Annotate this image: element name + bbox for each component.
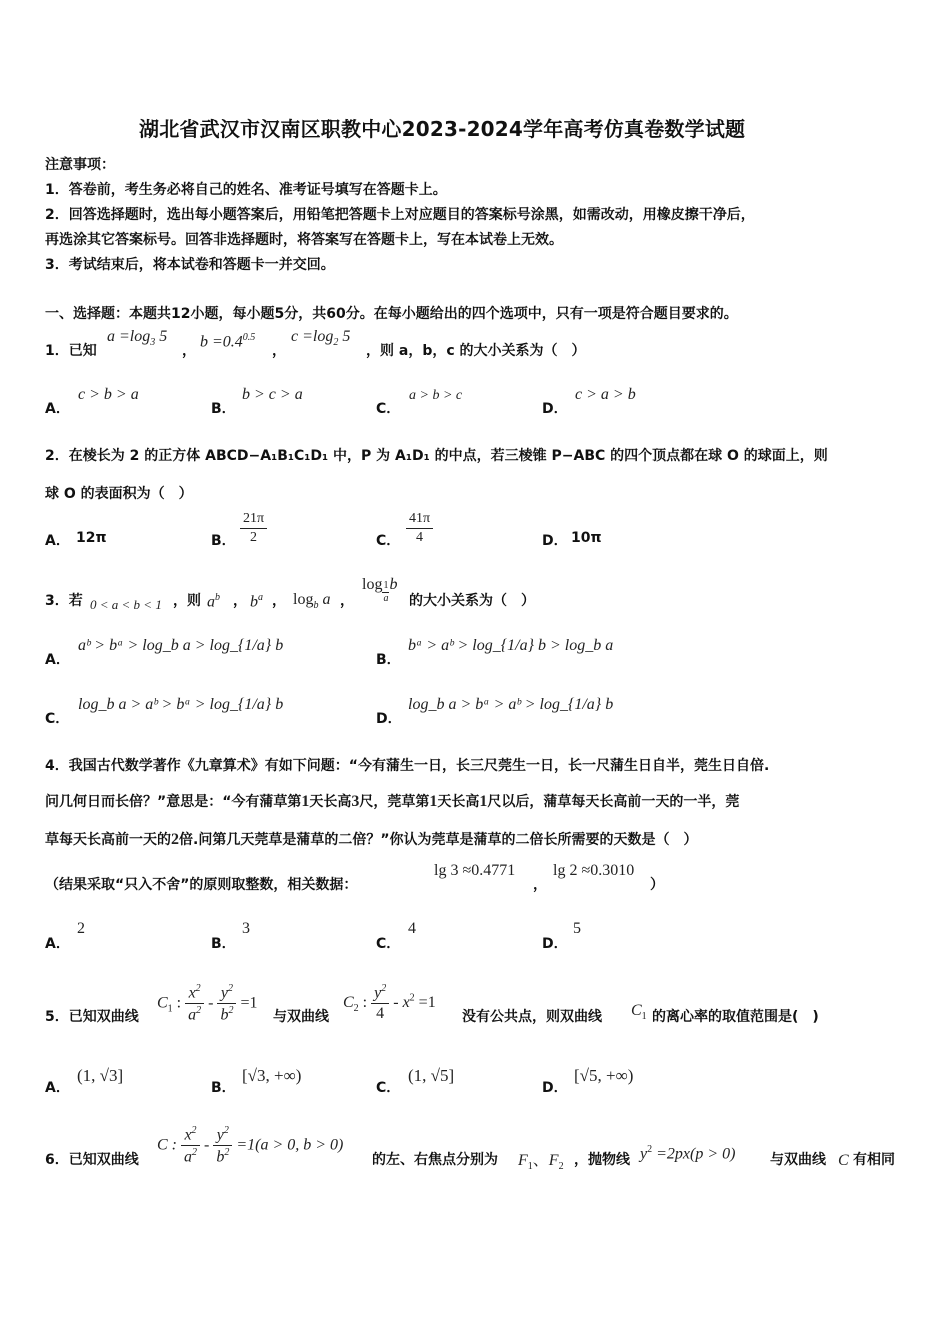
q3-term: $\log_b a$: [293, 591, 331, 612]
q6-stem-prefix: 6．已知双曲线: [45, 1152, 139, 1168]
q2-option-fraction[interactable]: $\frac{21\pi}{2}$: [240, 512, 267, 545]
q3-option-label[interactable]: C．: [45, 711, 70, 727]
q4-option-label[interactable]: D．: [542, 936, 568, 952]
notice-item: 3．考试结束后，将本试卷和答题卡一并交回。: [45, 257, 335, 273]
q1-option-text[interactable]: a > b > c: [409, 388, 463, 403]
q6-hyperbola: C : $\frac{x^2}{a^2}$ - $\frac{y^2}{b^2}$ =1(a > 0, b > 0): [157, 1125, 344, 1166]
q1-stem-prefix: 1．已知: [45, 343, 97, 359]
q2-option-text[interactable]: 10π: [571, 530, 602, 546]
q5-option-text[interactable]: (1, √3]: [77, 1066, 124, 1085]
q5-option-label[interactable]: A．: [45, 1080, 70, 1096]
q3-condition: 0 < a < b < 1: [90, 597, 162, 612]
q5-stem-post: 没有公共点，则双曲线: [462, 1009, 602, 1025]
notice-item: 1．答卷前，考生务必将自己的姓名、准考证号填写在答题卡上。: [45, 182, 447, 198]
q2-option-label[interactable]: D．: [542, 533, 568, 549]
notice-item: 再选涂其它答案标号。回答非选择题时，将答案写在答题卡上，写在本试卷上无效。: [45, 232, 563, 248]
q6-c-ref: C: [838, 1152, 849, 1169]
q2-option-text[interactable]: 12π: [76, 530, 107, 546]
q5-hyperbola-c2: $C_2$ : $\frac{y^2}{4}$ - $x^2 =1$: [343, 983, 436, 1023]
q2-option-label[interactable]: B．: [211, 533, 236, 549]
q3-option-text[interactable]: aᵇ > bᵃ > log_b a > log_{1/a} b: [78, 637, 284, 654]
q4-option-label[interactable]: A．: [45, 936, 70, 952]
q1-comma: ，: [182, 343, 196, 359]
q1-option-label[interactable]: A．: [45, 401, 70, 417]
q1-option-label[interactable]: D．: [542, 401, 568, 417]
q1-option-label[interactable]: B．: [211, 401, 236, 417]
q3-option-label[interactable]: A．: [45, 652, 70, 668]
section-heading: 一、选择题：本题共12小题，每小题5分，共60分。在每小题给出的四个选项中，只有一项是符合题目要求的。: [45, 306, 738, 322]
q1-option-text[interactable]: c > a > b: [575, 386, 636, 403]
q4-option-text[interactable]: 3: [242, 920, 250, 937]
q4-stem: ）: [650, 877, 664, 893]
q6-stem-mid: 的左、右焦点分别为: [372, 1152, 498, 1168]
q3-term: log $\frac{1}{a}$ b: [362, 576, 398, 604]
notice-heading: 注意事项：: [45, 157, 115, 173]
q4-comma: ，: [533, 877, 547, 893]
q2-option-fraction[interactable]: $\frac{41\pi}{4}$: [406, 512, 433, 545]
q5-hyperbola-c1: $C_1$ : $\frac{x^2}{a^2}$ - $\frac{y^2}{b^2}$ =1: [157, 983, 258, 1024]
q3-option-text[interactable]: log_b a > aᵇ > bᵃ > log_{1/a} b: [78, 696, 284, 713]
q1-c-expr: $c =\log_2$ 5: [291, 328, 351, 349]
q5-option-label[interactable]: B．: [211, 1080, 236, 1096]
q4-option-text[interactable]: 5: [573, 920, 581, 937]
q2-stem: 2．在棱长为 2 的正方体 ABCD−A₁B₁C₁D₁ 中，P 为 A₁D₁ 的中点，若三棱锥 P−ABC 的四个顶点都在球 O 的球面上，则: [45, 448, 828, 464]
q2-option-label[interactable]: C．: [376, 533, 401, 549]
q3-then: ，则: [173, 593, 201, 609]
q6-stem-mid: 与双曲线: [770, 1152, 826, 1168]
q6-foci: $F_1$、$F_2$: [518, 1152, 564, 1173]
q1-option-label[interactable]: C．: [376, 401, 401, 417]
q3-comma: ，: [340, 593, 354, 609]
q5-stem-post: 的离心率的取值范围是( ): [652, 1009, 819, 1025]
q1-stem-suffix: ，则 a，b，c 的大小关系为（ ）: [366, 343, 586, 359]
q1-b-expr: $b =0.4^{0.5}$: [200, 332, 256, 351]
q4-stem: 草每天长高前一天的2倍.问第几天莞草是蒲草的二倍？”你认为莞草是蒲草的二倍长所需要的天数是（ ）: [45, 831, 698, 848]
q1-option-text[interactable]: c > b > a: [78, 386, 139, 403]
q3-option-text[interactable]: log_b a > bᵃ > aᵇ > log_{1/a} b: [408, 696, 614, 713]
q4-option-text[interactable]: 2: [77, 920, 85, 937]
q2-option-label[interactable]: A．: [45, 533, 70, 549]
q1-a-expr: $a =\log_3$ 5: [107, 328, 168, 349]
q4-stem: （结果采取“只入不舍”的原则取整数，相关数据：: [45, 877, 358, 893]
page-title: 湖北省武汉市汉南区职教中心2023-2024学年高考仿真卷数学试题: [139, 117, 746, 141]
q3-term: $b^a$: [250, 592, 263, 611]
q3-term: $a^b$: [207, 592, 220, 611]
q6-parabola: $y^2 =2px(p > 0)$: [640, 1144, 736, 1163]
q4-data-lg3: lg 3 ≈0.4771: [434, 862, 516, 879]
q3-option-text[interactable]: bᵃ > aᵇ > log_{1/a} b > log_b a: [408, 637, 614, 654]
q3-option-label[interactable]: B．: [376, 652, 401, 668]
q3-stem-prefix: 3．若: [45, 593, 83, 609]
q5-option-text[interactable]: [√5, +∞): [574, 1066, 634, 1085]
q5-option-label[interactable]: C．: [376, 1080, 401, 1096]
q3-stem-suffix: 的大小关系为（ ）: [409, 593, 535, 609]
q5-option-text[interactable]: [√3, +∞): [242, 1066, 302, 1085]
q3-comma: ，: [233, 593, 247, 609]
q5-stem-prefix: 5．已知双曲线: [45, 1009, 139, 1025]
q4-stem: 问几何日而长倍？”意思是：“今有蒲草第1天长高3尺，莞草第1天长高1尺以后，蒲草每天长高前一天的一半，莞: [45, 793, 740, 810]
q2-stem: 球 O 的表面积为（ ）: [45, 486, 193, 502]
q4-stem: 4．我国古代数学著作《九章算术》有如下问题：“今有蒲生一日，长三尺莞生一日，长一尺蒲生日自半，莞生日自倍.: [45, 758, 770, 774]
q6-stem-post: 有相同: [853, 1152, 895, 1168]
q6-stem-mid: ，抛物线: [574, 1152, 630, 1168]
q4-option-label[interactable]: B．: [211, 936, 236, 952]
q1-comma: ，: [272, 343, 286, 359]
q3-option-label[interactable]: D．: [376, 711, 402, 727]
q5-option-label[interactable]: D．: [542, 1080, 568, 1096]
q1-option-text[interactable]: b > c > a: [242, 386, 303, 403]
q4-data-lg2: lg 2 ≈0.3010: [553, 862, 635, 879]
q5-stem-mid: 与双曲线: [273, 1009, 329, 1025]
q4-option-label[interactable]: C．: [376, 936, 401, 952]
q5-c1-ref: $C_1$: [631, 1002, 647, 1023]
q4-option-text[interactable]: 4: [408, 920, 416, 937]
notice-item: 2．回答选择题时，选出每小题答案后，用铅笔把答题卡上对应题目的答案标号涂黑，如需改动，用橡皮擦干净后，: [45, 207, 755, 223]
q3-comma: ，: [272, 593, 286, 609]
q5-option-text[interactable]: (1, √5]: [408, 1066, 455, 1085]
